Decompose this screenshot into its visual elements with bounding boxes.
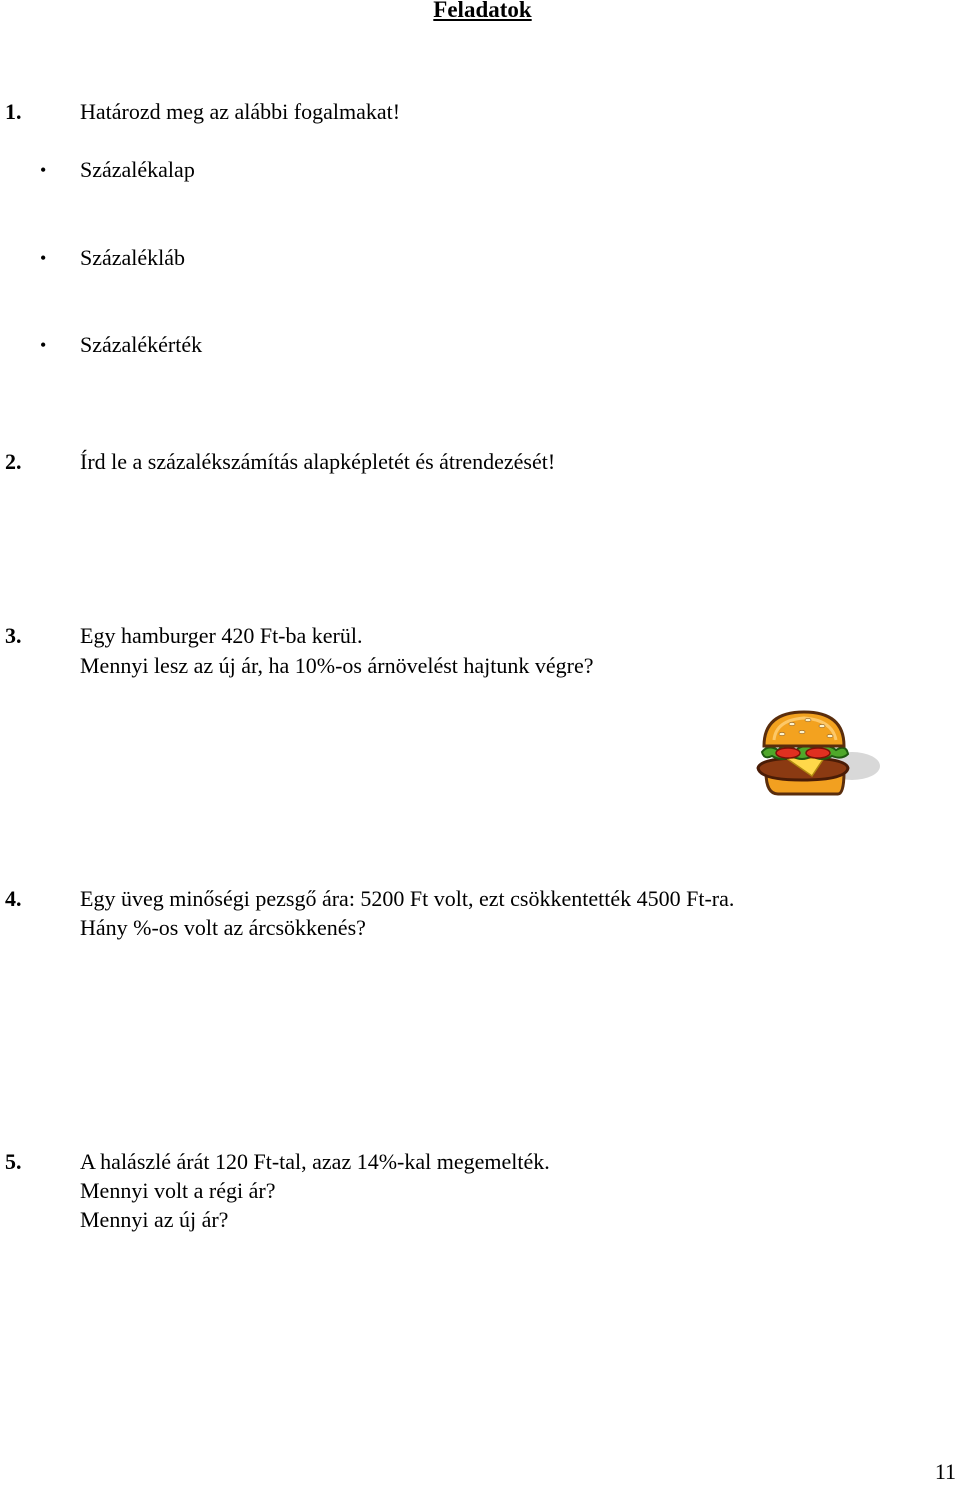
task3-line: Mennyi lesz az új ár, ha 10%-os árnövelést hajtunk végre? xyxy=(80,653,594,678)
task1-number: 1. xyxy=(5,99,22,124)
page-title: Feladatok xyxy=(433,0,532,22)
task5-line: A halászlé árát 120 Ft-tal, azaz 14%-kal megemelték. xyxy=(80,1149,550,1174)
task4-line: Egy üveg minőségi pezsgő ára: 5200 Ft volt, ezt csökkentették 4500 Ft-ra. xyxy=(80,886,735,911)
task5-number: 5. xyxy=(5,1149,22,1174)
bullet-icon: • xyxy=(40,160,47,180)
task1-item: Százalékláb xyxy=(80,245,186,270)
bullet-icon: • xyxy=(40,248,47,268)
task2-text: Írd le a százalékszámítás alapképletét és átrendezését! xyxy=(80,449,556,474)
task4-line: Hány %-os volt az árcsökkenés? xyxy=(80,915,366,940)
task5-line: Mennyi volt a régi ár? xyxy=(80,1178,276,1203)
task3-line: Egy hamburger 420 Ft-ba kerül. xyxy=(80,623,363,648)
task4-number: 4. xyxy=(5,886,22,911)
task1-item: Százalékalap xyxy=(80,157,195,182)
task5-line: Mennyi az új ár? xyxy=(80,1207,229,1232)
task3-number: 3. xyxy=(5,623,22,648)
task2-number: 2. xyxy=(5,449,22,474)
page-number: 11 xyxy=(934,1459,956,1484)
hamburger-icon xyxy=(752,706,882,800)
bullet-icon: • xyxy=(40,335,47,355)
task1-item: Százalékérték xyxy=(80,332,203,357)
task1-text: Határozd meg az alábbi fogalmakat! xyxy=(80,99,401,124)
